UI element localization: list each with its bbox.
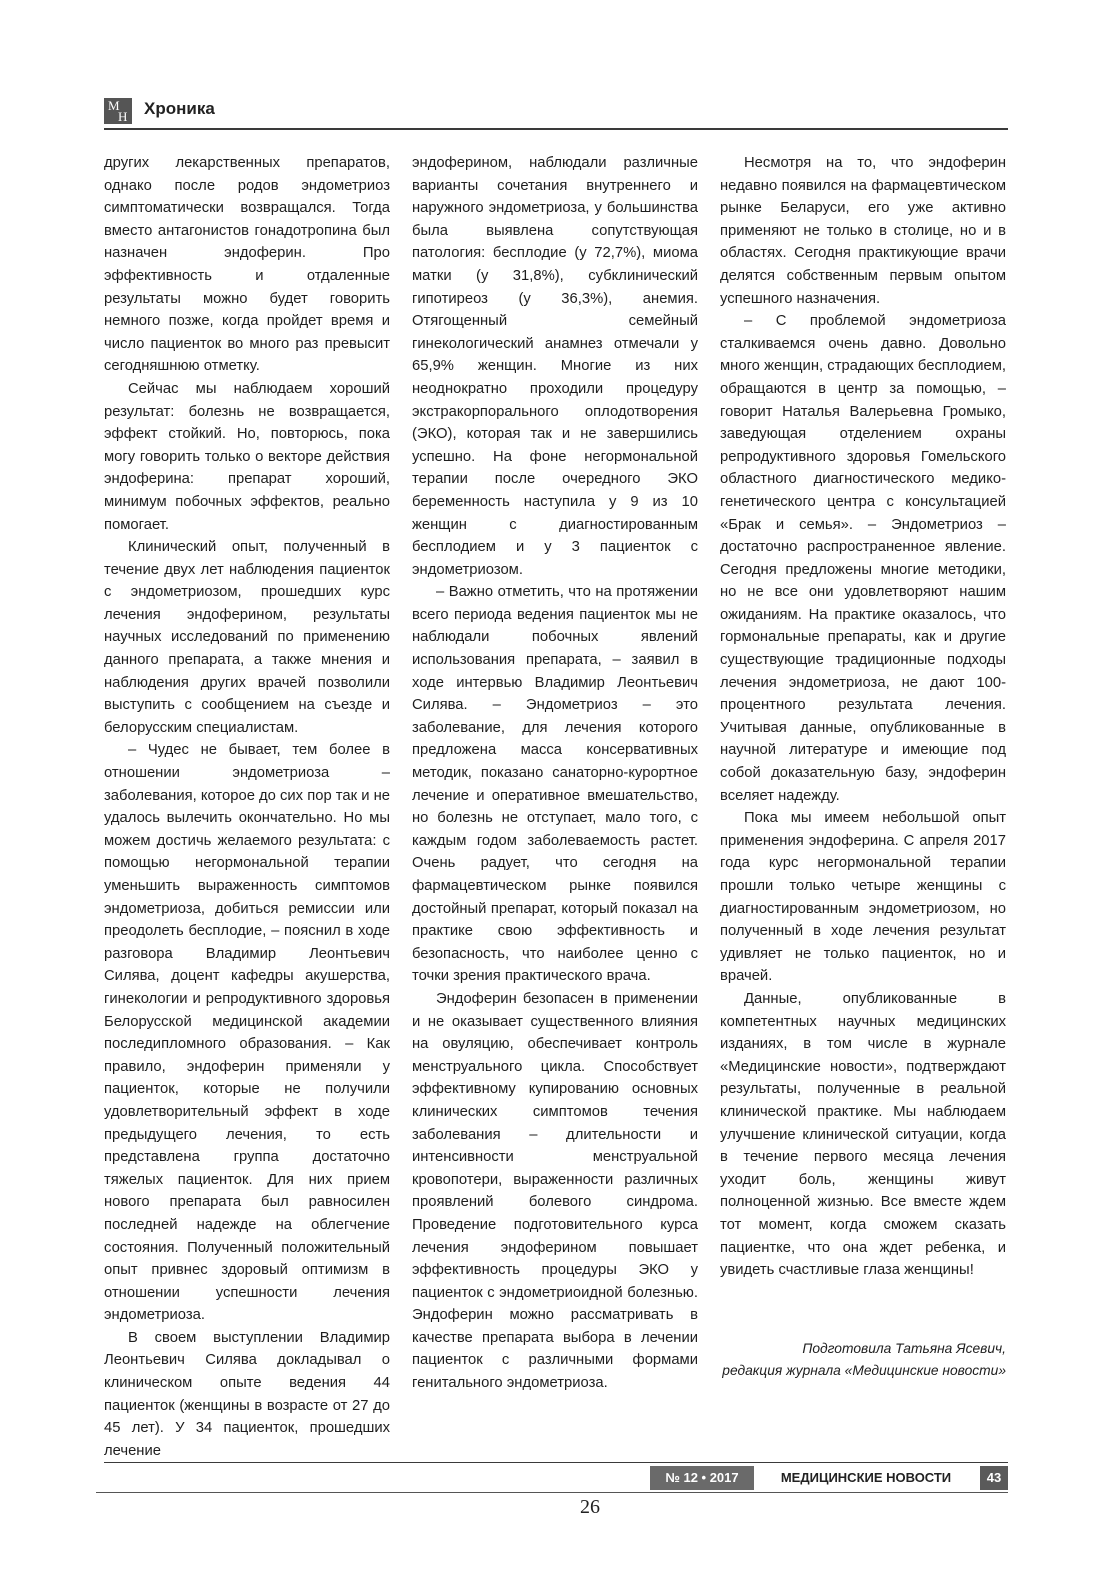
author-signature <box>720 1338 1006 1382</box>
issue-number: № 12 • 2017 <box>650 1466 754 1490</box>
logo-letter-n: Н <box>118 109 128 124</box>
article-body <box>104 152 1008 1459</box>
journal-logo <box>104 98 132 124</box>
section-title: Хроника <box>144 99 215 118</box>
footer-rule <box>104 1462 1008 1463</box>
paragraph: эндоферином, наблюдали различные варианты сочетания внутреннего и наружного эндометриоза, у большинства была выявлена сопутствующая патология: бесплодие (у 72,7%), миома матки (у 31,8%), субклинический гипотиреоз (у 36,3%), анемия. Отягощенный семейный гинекологический анамнез отмечали у 65,9% женщин. Многие из них неоднократно проходили процедуру экстракорпорального оплодотворения (ЭКО), которая так и не завершились успешно. На фоне негормональной терапии после очередного ЭКО беременность наступила у 9 из 10 женщин с диагностированным бесплодием и у 3 пациенток с эндометриозом. <box>412 155 698 578</box>
signature-line-2: редакция журнала «Медицинские новости» <box>722 1362 1006 1378</box>
paragraph: других лекарственных препаратов, однако после родов эндометриоз симптоматически возвращался. Тогда вместо антагонистов гонадотропина был назначен эндоферин. Про эффективность и отдаленные результаты можно будет говорить немного позже, когда пройдет время и число пациенток во много раз превысит сегодняшнюю отметку. <box>104 155 390 375</box>
paragraph: – Важно отметить, что на протяжении всего периода ведения пациенток мы не наблюдали побочных явлений использования препарата, – заявил в ходе интервью Владимир Леонтьевич Силява. – Эндометриоз – это заболевание, для лечения которого предложена масса консервативных методик, показано санаторно-курортное лечение и оперативное вмешательство, но болезнь не отступает, мало того, с каждым годом заболеваемость растет. Очень радует, что сегодня на фармацевтическом рынке появился достойный препарат, который показал на практике свою эффективность и безопасность, что наиболее ценно с точки зрения практического врача. <box>412 584 698 985</box>
signature-line-1: Подготовила Татьяна Ясевич, <box>802 1340 1006 1356</box>
paragraph: Несмотря на то, что эндоферин недавно появился на фармацевтическом рынке Беларуси, его уже активно применяют не только в столице, но и в областях. Сегодня практикующие врачи делятся собственным первым опытом успешного назначения. <box>720 155 1006 307</box>
column-3 <box>720 152 1006 1382</box>
journal-name: МЕДИЦИНСКИЕ НОВОСТИ <box>780 1470 952 1485</box>
paragraph: Клинический опыт, полученный в течение двух лет наблюдения пациенток с эндометриозом, прошедших курс лечения эндоферином, результаты научных исследований по применению данного препарата, а также мнения и наблюдения других врачей позволили выступить с сообщением на съезде и белорусским специалистам. <box>104 539 390 736</box>
logo-letter-m: М <box>108 98 120 113</box>
paragraph: Эндоферин безопасен в применении и не оказывает существенного влияния на овуляцию, обеспечивает контроль менструального цикла. Способствует эффективному купированию основных клинических симптомов течения заболевания – длительности и интенсивности менструальной кровопотери, выраженности различных проявлений болевого синдрома. Проведение подготовительного курса лечения эндоферином повышает эффективность процедуры ЭКО у пациенток с эндометриоидной болезнью. Эндоферин можно рассматривать в качестве препарата выбора в лечении пациенток с различными формами генитального эндометриоза. <box>412 990 698 1392</box>
paragraph: – Чудес не бывает, тем более в отношении эндометриоза – заболевания, которое до сих пор так и не удалось вылечить окончательно. Но мы можем достичь желаемого результата: с помощью негормональной терапии уменьшить выраженность симптомов эндометриоза, добиться ремиссии или преодолеть бесплодие, – пояснил в ходе разговора Владимир Леонтьевич Силява, доцент кафедры акушерства, гинекологии и репродуктивного здоровья Белорусской медицинской академии последипломного образования. – Как правило, эндоферин применяли у пациенток, которые не получили удовлетворительный эффект в ходе предыдущего лечения, то есть представлена группа достаточно тяжелых пациенток. Для них прием нового препарата был равносилен последней надежде на облегчение состояния. Полученный положительный опыт привнес здоровый оптимизм в отношении успешности лечения эндометриоза. <box>104 742 390 1324</box>
paragraph: – С проблемой эндометриоза сталкиваемся очень давно. Довольно много женщин, страдающих бесплодием, обращаются в центр за помощью, – говорит Наталья Валерьевна Громыко, заведующая отделением охраны репродуктивного здоровья Гомельского областного диагностического медико-генетического центра с консультацией «Брак и семья». – Эндометриоз – достаточно распространенное явление. Сегодня предложены многие методики, но не все они удовлетворяют нашим ожиданиям. На практике оказалось, что гормональные препараты, как и другие существующие традиционные подходы лечения эндометриоза, не дают 100-процентного результата лечения. Учитывая данные, опубликованные в научной литературе и имеющие под собой доказательную базу, эндоферин вселяет надежду. <box>720 313 1006 804</box>
column-1 <box>104 152 390 1462</box>
page-header <box>104 96 1008 130</box>
paragraph: Данные, опубликованные в компетентных научных медицинских изданиях, в том числе в журнале «Медицинские новости», подтверждают результаты, полученные в реальной клинической практике. Мы наблюдаем улучшение клинической ситуации, когда в течение первого месяца лечения уходит боль, женщины живут полноценной жизнью. Все вместе ждем тот момент, когда сможем сказать пациентке, что она ждет ребенка, и увидеть счастливые глаза женщины! <box>720 990 1006 1279</box>
scan-page-number: 26 <box>580 1496 600 1518</box>
bottom-rule <box>96 1492 1008 1493</box>
paragraph: Сейчас мы наблюдаем хороший результат: болезнь не возвращается, эффект стойкий. Но, повторюсь, пока могу говорить только о векторе действия эндоферина: препарат хороший, минимум побочных эффектов, реально помогает. <box>104 380 390 533</box>
page-number: 43 <box>980 1466 1008 1490</box>
column-2 <box>412 152 698 1395</box>
paragraph: В своем выступлении Владимир Леонтьевич Силява докладывал о клиническом опыте ведения 44 пациенток (женщины в возрасте от 27 до 45 лет). У 34 пациенток, прошедших лечение <box>104 1329 390 1459</box>
paragraph: Пока мы имеем небольшой опыт применения эндоферина. С апреля 2017 года курс негормональной терапии прошли только четыре женщины с диагностированным эндометриозом, но полученный в ходе лечения результат удивляет не только пациенток, но и врачей. <box>720 810 1006 985</box>
